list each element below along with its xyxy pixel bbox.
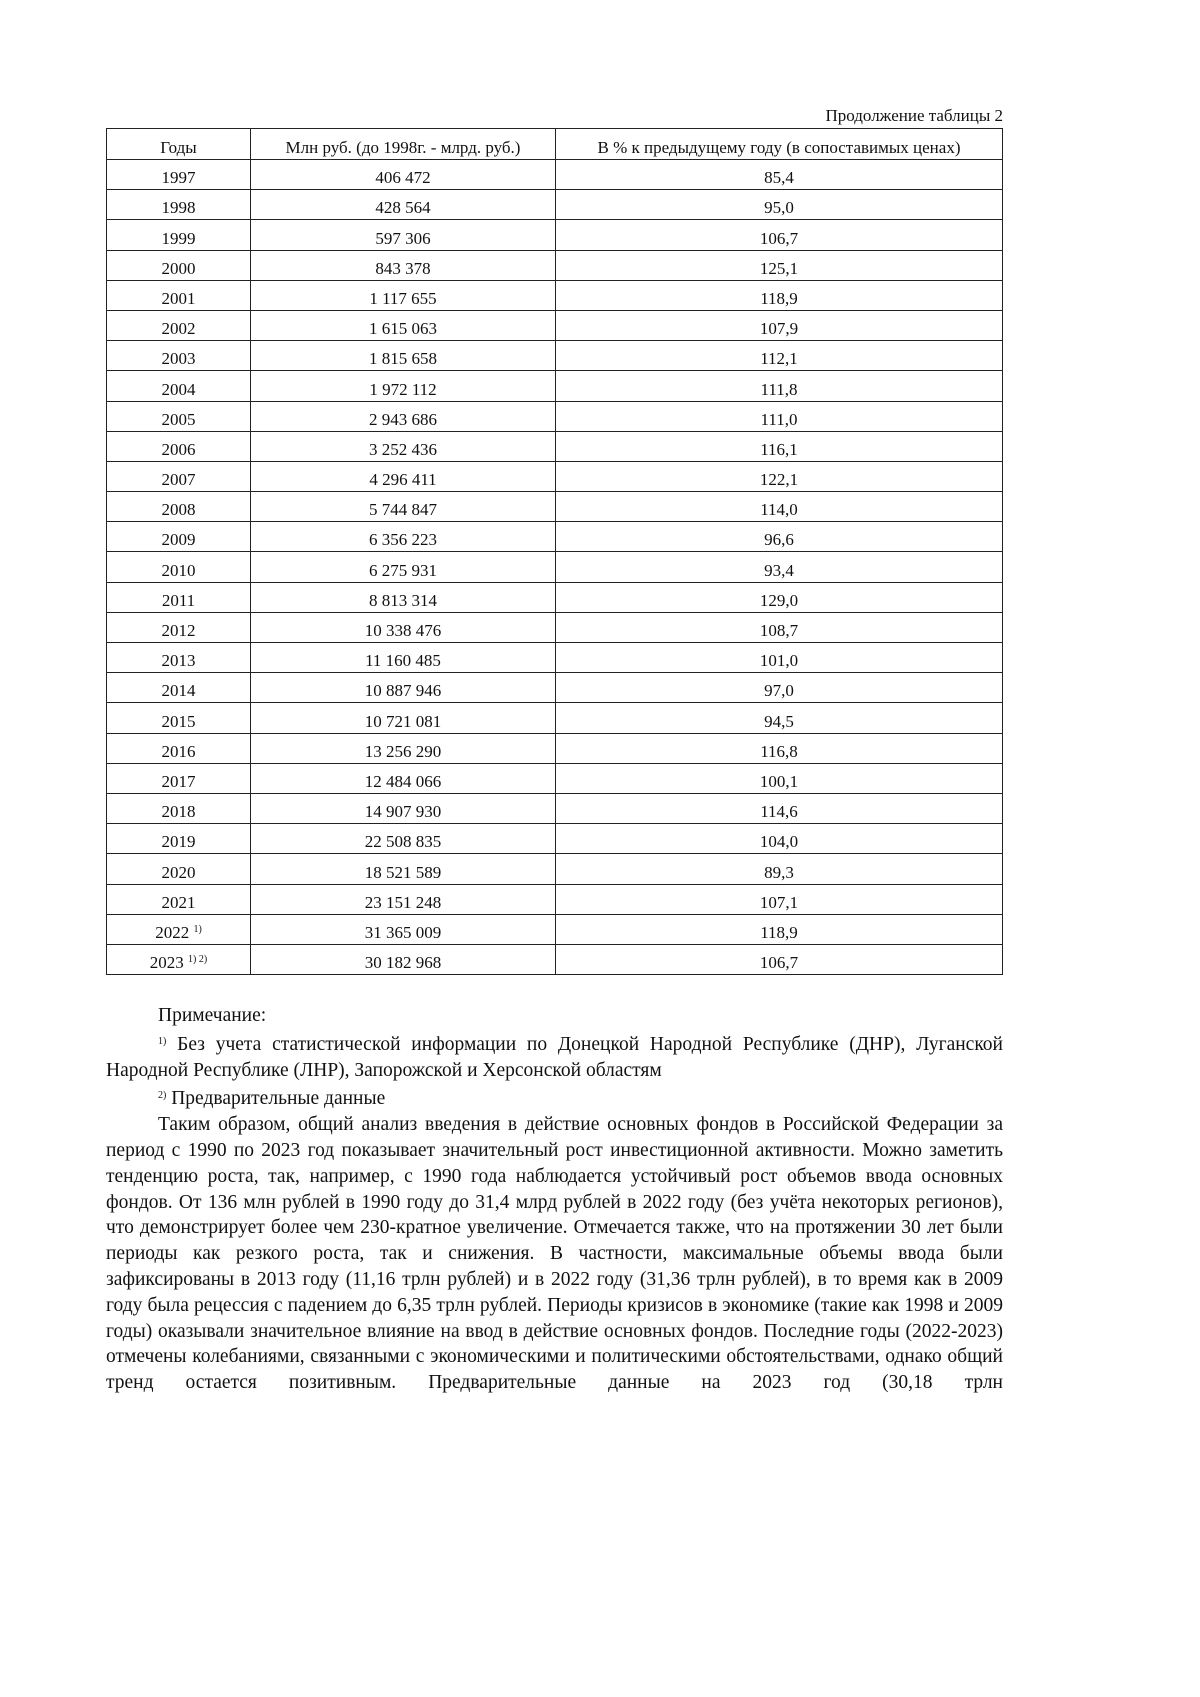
year-text: 2020 bbox=[162, 863, 196, 882]
cell-year bbox=[107, 673, 251, 703]
year-text: 1998 bbox=[162, 198, 196, 217]
cell-year bbox=[107, 250, 251, 280]
cell-percent: 111,0 bbox=[556, 401, 1003, 431]
cell-percent: 106,7 bbox=[556, 220, 1003, 250]
cell-value: 1 815 658 bbox=[251, 341, 556, 371]
table-row bbox=[107, 461, 1003, 491]
cell-percent: 96,6 bbox=[556, 522, 1003, 552]
year-text: 2018 bbox=[162, 802, 196, 821]
footnote-mark: 2) bbox=[158, 1090, 166, 1101]
year-text: 2021 bbox=[162, 893, 196, 912]
year-text: 2000 bbox=[162, 259, 196, 278]
cell-year bbox=[107, 160, 251, 190]
year-text: 2014 bbox=[162, 681, 196, 700]
table-row bbox=[107, 220, 1003, 250]
cell-percent: 125,1 bbox=[556, 250, 1003, 280]
year-text: 2022 bbox=[155, 923, 189, 942]
cell-value: 428 564 bbox=[251, 190, 556, 220]
table-row bbox=[107, 190, 1003, 220]
year-text: 2011 bbox=[162, 591, 195, 610]
year-text: 2005 bbox=[162, 410, 196, 429]
cell-year bbox=[107, 884, 251, 914]
cell-value: 5 744 847 bbox=[251, 492, 556, 522]
cell-value: 2 943 686 bbox=[251, 401, 556, 431]
cell-year bbox=[107, 461, 251, 491]
cell-year bbox=[107, 824, 251, 854]
cell-value: 10 338 476 bbox=[251, 612, 556, 642]
year-text: 2013 bbox=[162, 651, 196, 670]
cell-percent: 129,0 bbox=[556, 582, 1003, 612]
cell-value: 14 907 930 bbox=[251, 793, 556, 823]
table-row bbox=[107, 944, 1003, 974]
cell-percent: 114,6 bbox=[556, 793, 1003, 823]
cell-year bbox=[107, 733, 251, 763]
table-row bbox=[107, 582, 1003, 612]
cell-value: 12 484 066 bbox=[251, 763, 556, 793]
cell-year bbox=[107, 944, 251, 974]
cell-percent: 111,8 bbox=[556, 371, 1003, 401]
cell-value: 6 356 223 bbox=[251, 522, 556, 552]
year-text: 2019 bbox=[162, 832, 196, 851]
cell-year bbox=[107, 341, 251, 371]
table-row bbox=[107, 250, 1003, 280]
cell-year bbox=[107, 643, 251, 673]
year-text: 2012 bbox=[162, 621, 196, 640]
table-row bbox=[107, 371, 1003, 401]
footnote-mark: 1) bbox=[193, 924, 201, 935]
cell-year bbox=[107, 612, 251, 642]
table-row bbox=[107, 824, 1003, 854]
cell-value: 1 972 112 bbox=[251, 371, 556, 401]
footnote-2 bbox=[106, 1083, 1003, 1112]
table-row bbox=[107, 431, 1003, 461]
header-percent: В % к предыдущему году (в сопоставимых ценах) bbox=[556, 129, 1003, 160]
cell-year bbox=[107, 522, 251, 552]
cell-value: 3 252 436 bbox=[251, 431, 556, 461]
cell-value: 406 472 bbox=[251, 160, 556, 190]
year-text: 2016 bbox=[162, 742, 196, 761]
cell-percent: 104,0 bbox=[556, 824, 1003, 854]
cell-percent: 116,8 bbox=[556, 733, 1003, 763]
year-text: 2002 bbox=[162, 319, 196, 338]
cell-value: 31 365 009 bbox=[251, 914, 556, 944]
table-row bbox=[107, 733, 1003, 763]
table-row bbox=[107, 492, 1003, 522]
cell-year bbox=[107, 371, 251, 401]
cell-percent: 114,0 bbox=[556, 492, 1003, 522]
cell-year bbox=[107, 190, 251, 220]
footnote-1 bbox=[106, 1029, 1003, 1084]
cell-year bbox=[107, 401, 251, 431]
footnote-mark: 1) 2) bbox=[188, 954, 207, 965]
footnote-mark: 1) bbox=[158, 1036, 166, 1047]
cell-value: 1 117 655 bbox=[251, 280, 556, 310]
table-row bbox=[107, 522, 1003, 552]
cell-year bbox=[107, 552, 251, 582]
cell-percent: 107,1 bbox=[556, 884, 1003, 914]
body-text bbox=[106, 1003, 1003, 1396]
cell-value: 6 275 931 bbox=[251, 552, 556, 582]
year-text: 2004 bbox=[162, 380, 196, 399]
year-text: 2003 bbox=[162, 349, 196, 368]
table-row bbox=[107, 310, 1003, 340]
cell-year bbox=[107, 492, 251, 522]
table-caption: Продолжение таблицы 2 bbox=[825, 106, 1003, 126]
cell-percent: 122,1 bbox=[556, 461, 1003, 491]
cell-value: 13 256 290 bbox=[251, 733, 556, 763]
table-row bbox=[107, 401, 1003, 431]
paragraph: Таким образом, общий анализ введения в действие основных фондов в Российской Федерации за период с 1990 по 2023 год показывает значительный рост инвестиционной активности. Можно заметить тенденцию роста, так, например, с 1990 года наблюдается устойчивый рост объемов ввода основных фондов. От 136 млн рублей в 1990 году до 31,4 млрд рублей в 2022 году (без учёта некоторых регионов), что демонстрирует более чем 230-кратное увеличение. Отмечается также, что на протяжении 30 лет были периоды как резкого роста, так и снижения. В частности, максимальные объемы ввода были зафиксированы в 2013 году (11,16 трлн рублей) и в 2022 году (31,36 трлн рублей), в то время как в 2009 году была рецессия с падением до 6,35 трлн рублей. Периоды кризисов в экономике (такие как 1998 и 2009 годы) оказывали значительное влияние на ввод в действие основных фондов. Последние годы (2022-2023) отмечены колебаниями, связанными с экономическими и политическими обстоятельствами, однако общий тренд остается позитивным. Предварительные данные на 2023 год (30,18 трлн bbox=[106, 1112, 1003, 1396]
table-row bbox=[107, 341, 1003, 371]
cell-value: 10 887 946 bbox=[251, 673, 556, 703]
cell-percent: 97,0 bbox=[556, 673, 1003, 703]
cell-value: 30 182 968 bbox=[251, 944, 556, 974]
cell-year bbox=[107, 793, 251, 823]
cell-percent: 107,9 bbox=[556, 310, 1003, 340]
year-text: 2001 bbox=[162, 289, 196, 308]
table-row bbox=[107, 914, 1003, 944]
cell-value: 22 508 835 bbox=[251, 824, 556, 854]
cell-percent: 116,1 bbox=[556, 431, 1003, 461]
year-text: 1999 bbox=[162, 229, 196, 248]
year-text: 2009 bbox=[162, 530, 196, 549]
cell-year bbox=[107, 220, 251, 250]
cell-year bbox=[107, 431, 251, 461]
cell-year bbox=[107, 763, 251, 793]
footnote-text: Предварительные данные bbox=[171, 1088, 385, 1109]
year-text: 2023 bbox=[150, 953, 184, 972]
cell-year bbox=[107, 310, 251, 340]
cell-percent: 95,0 bbox=[556, 190, 1003, 220]
table-row bbox=[107, 280, 1003, 310]
cell-percent: 101,0 bbox=[556, 643, 1003, 673]
year-text: 2015 bbox=[162, 712, 196, 731]
year-text: 1997 bbox=[162, 168, 196, 187]
table-row bbox=[107, 552, 1003, 582]
table-row bbox=[107, 160, 1003, 190]
cell-value: 10 721 081 bbox=[251, 703, 556, 733]
cell-percent: 85,4 bbox=[556, 160, 1003, 190]
cell-value: 18 521 589 bbox=[251, 854, 556, 884]
cell-value: 23 151 248 bbox=[251, 884, 556, 914]
table-row bbox=[107, 793, 1003, 823]
cell-percent: 118,9 bbox=[556, 280, 1003, 310]
cell-year bbox=[107, 582, 251, 612]
cell-percent: 118,9 bbox=[556, 914, 1003, 944]
cell-percent: 106,7 bbox=[556, 944, 1003, 974]
cell-percent: 94,5 bbox=[556, 703, 1003, 733]
cell-percent: 108,7 bbox=[556, 612, 1003, 642]
cell-value: 8 813 314 bbox=[251, 582, 556, 612]
year-text: 2006 bbox=[162, 440, 196, 459]
cell-value: 843 378 bbox=[251, 250, 556, 280]
header-years: Годы bbox=[107, 129, 251, 160]
table-row bbox=[107, 884, 1003, 914]
cell-year bbox=[107, 280, 251, 310]
year-text: 2008 bbox=[162, 500, 196, 519]
cell-year bbox=[107, 854, 251, 884]
data-table bbox=[106, 128, 1003, 975]
header-value: Млн руб. (до 1998г. - млрд. руб.) bbox=[251, 129, 556, 160]
cell-percent: 112,1 bbox=[556, 341, 1003, 371]
cell-value: 4 296 411 bbox=[251, 461, 556, 491]
cell-year bbox=[107, 914, 251, 944]
table-header-row bbox=[107, 129, 1003, 160]
table-row bbox=[107, 673, 1003, 703]
table-row bbox=[107, 854, 1003, 884]
table-row bbox=[107, 703, 1003, 733]
cell-percent: 93,4 bbox=[556, 552, 1003, 582]
table-row bbox=[107, 643, 1003, 673]
table-row bbox=[107, 763, 1003, 793]
cell-value: 11 160 485 bbox=[251, 643, 556, 673]
year-text: 2010 bbox=[162, 561, 196, 580]
year-text: 2017 bbox=[162, 772, 196, 791]
cell-value: 1 615 063 bbox=[251, 310, 556, 340]
year-text: 2007 bbox=[162, 470, 196, 489]
notes-title: Примечание: bbox=[106, 1003, 1003, 1029]
document-page bbox=[0, 0, 1200, 1697]
cell-year bbox=[107, 703, 251, 733]
footnote-text: Без учета статистической информации по Донецкой Народной Республике (ДНР), Луганской Народной Республике (ЛНР), Запорожской и Херсонской областям bbox=[106, 1034, 1003, 1081]
cell-percent: 100,1 bbox=[556, 763, 1003, 793]
cell-value: 597 306 bbox=[251, 220, 556, 250]
cell-percent: 89,3 bbox=[556, 854, 1003, 884]
table-row bbox=[107, 612, 1003, 642]
